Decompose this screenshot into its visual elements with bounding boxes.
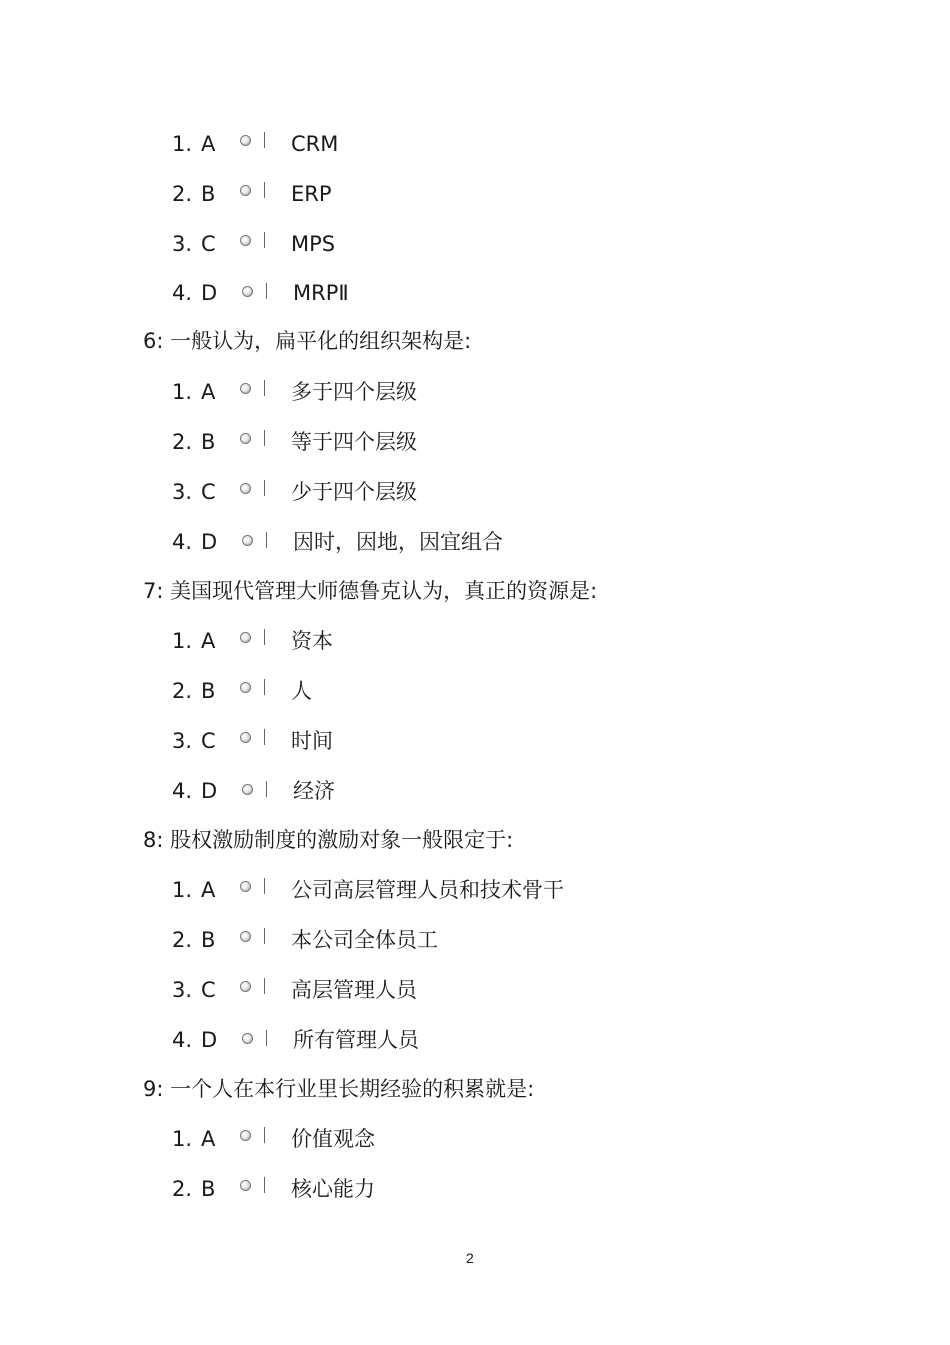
separator-bar [264,232,265,248]
option-number: 2. [172,679,193,703]
option-letter: C [201,480,216,504]
option-number: 4. [172,779,193,803]
option-number: 3. [172,978,193,1002]
separator-bar [264,729,265,745]
radio-button-icon[interactable] [240,881,251,892]
radio-button-icon[interactable] [240,732,251,743]
option-text: 因时，因地，因宜组合 [293,530,503,554]
option-text: 人 [291,679,312,703]
radio-button-icon[interactable] [240,1130,251,1141]
radio-button-icon[interactable] [240,981,251,992]
radio-button-icon[interactable] [240,632,251,643]
separator-bar [264,629,265,645]
question-text: 8: 股权激励制度的激励对象一般限定于: [143,828,514,852]
option-number: 1. [172,1127,193,1151]
option-text: 高层管理人员 [291,978,417,1002]
question-text: 6: 一般认为，扁平化的组织架构是: [143,329,472,353]
option-number: 2. [172,430,193,454]
page-number: 2 [466,1250,474,1266]
option-text: 本公司全体员工 [291,928,438,952]
separator-bar [264,380,265,396]
separator-bar [264,182,265,198]
radio-button-icon[interactable] [242,1033,253,1044]
option-number: 3. [172,232,193,256]
option-letter: A [201,132,216,156]
radio-button-icon[interactable] [240,1180,251,1191]
radio-button-icon[interactable] [240,135,251,146]
separator-bar [266,781,267,797]
option-text: 多于四个层级 [291,380,417,404]
option-letter: A [201,878,216,902]
option-letter: A [201,1127,216,1151]
option-letter: D [201,281,218,305]
option-text: 所有管理人员 [293,1028,419,1052]
option-letter: A [201,380,216,404]
separator-bar [264,928,265,944]
radio-button-icon[interactable] [240,433,251,444]
separator-bar [264,978,265,994]
option-text: 时间 [291,729,333,753]
separator-bar [266,1030,267,1046]
radio-button-icon[interactable] [240,931,251,942]
separator-bar [264,480,265,496]
radio-button-icon[interactable] [240,682,251,693]
separator-bar [264,132,265,148]
option-letter: D [201,530,218,554]
separator-bar [264,679,265,695]
option-number: 1. [172,878,193,902]
option-text: 少于四个层级 [291,480,417,504]
option-letter: B [201,430,216,454]
option-letter: B [201,1177,216,1201]
separator-bar [266,283,267,299]
option-letter: C [201,232,216,256]
option-letter: B [201,182,216,206]
option-number: 2. [172,182,193,206]
separator-bar [264,1177,265,1193]
option-letter: D [201,779,218,803]
option-text: 核心能力 [291,1177,375,1201]
option-text: ERP [291,182,332,206]
option-text: 资本 [291,629,333,653]
option-letter: B [201,679,216,703]
separator-bar [264,1127,265,1143]
option-letter: C [201,978,216,1002]
separator-bar [266,532,267,548]
option-letter: C [201,729,216,753]
option-text: MPS [291,232,336,256]
option-text: CRM [291,132,339,156]
option-number: 4. [172,530,193,554]
option-text: 公司高层管理人员和技术骨干 [291,878,564,902]
option-letter: D [201,1028,218,1052]
option-number: 4. [172,1028,193,1052]
option-number: 2. [172,928,193,952]
separator-bar [264,430,265,446]
radio-button-icon[interactable] [242,784,253,795]
question-text: 7: 美国现代管理大师德鲁克认为，真正的资源是: [143,579,598,603]
option-number: 1. [172,380,193,404]
separator-bar [264,878,265,894]
option-text: 经济 [293,779,335,803]
option-letter: B [201,928,216,952]
radio-button-icon[interactable] [240,185,251,196]
option-number: 3. [172,729,193,753]
radio-button-icon[interactable] [240,383,251,394]
option-number: 3. [172,480,193,504]
option-text: 等于四个层级 [291,430,417,454]
option-number: 1. [172,629,193,653]
option-text: MRPⅡ [293,281,349,305]
radio-button-icon[interactable] [242,286,253,297]
question-text: 9: 一个人在本行业里长期经验的积累就是: [143,1077,535,1101]
option-number: 2. [172,1177,193,1201]
option-text: 价值观念 [291,1127,375,1151]
option-letter: A [201,629,216,653]
option-number: 1. [172,132,193,156]
radio-button-icon[interactable] [240,483,251,494]
option-number: 4. [172,281,193,305]
radio-button-icon[interactable] [240,235,251,246]
radio-button-icon[interactable] [242,535,253,546]
